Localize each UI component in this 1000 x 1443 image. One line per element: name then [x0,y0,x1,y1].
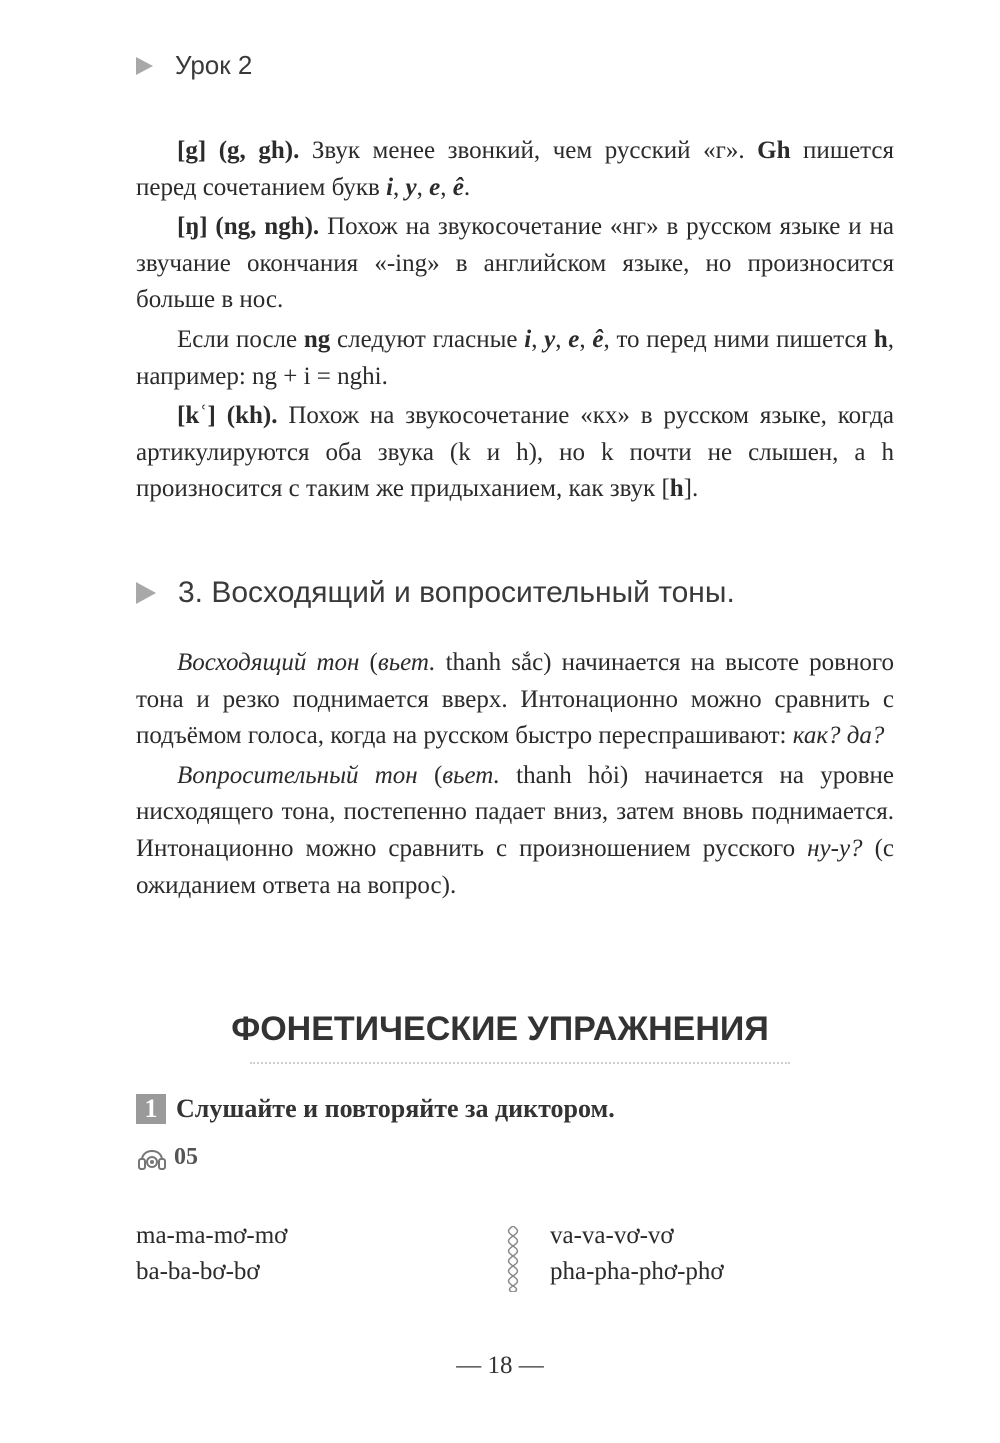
text: thanh sắc) начинается на высоте ровного тона и резко поднимается вверх. Интонационно можно сравнить с подъёмом голоса, когда на русском быстро переспрашивают: [136,649,894,750]
text: ( [417,761,443,789]
sep: . [463,173,471,201]
letter: ê [592,325,604,353]
letter: e [568,325,580,353]
syllable-row: va-va-vơ-vơ [550,1222,674,1249]
exercise-1-title [136,1094,615,1124]
text: Похож на звукосочетание «кх» в русском языке, когда артикулируются оба звука (k и h), но k почти не слышен, а h произносится с таким же придыханием, как звук [ [136,402,894,503]
audio-track[interactable] [136,1140,198,1174]
divider-ornament-icon [506,1226,520,1292]
term-g: [g] (g, gh). [177,137,300,164]
audio-track-number: 05 [174,1143,198,1170]
text: ( [359,649,378,676]
term-gh: Gh [757,137,791,164]
lesson-header [136,50,252,81]
text: , то перед ними пишется [603,325,874,353]
syllable-row: ma-ma-mơ-mơ [136,1222,288,1249]
syllables-left [136,1218,287,1290]
heading-divider [250,1062,790,1064]
term-ng: ng [303,325,331,353]
text: Если после [177,325,304,353]
sep: , [416,173,430,201]
section-title-text: 3. Восходящий и вопросительный тоны. [178,576,735,609]
letter: y [544,325,556,353]
sep: , [440,173,453,201]
letter: y [405,173,417,201]
term-question-tone: Вопросительный тон [177,761,418,789]
letter: i [386,173,394,201]
text: , например: ng + i = nghi. [136,325,894,390]
letter: ê [452,173,464,201]
example-question: как? да? [792,722,885,750]
text: пишется перед сочетанием букв [136,137,894,201]
consonant-kh-paragraph [136,398,894,508]
term-rising-tone: Восходящий тон [177,649,360,676]
sep: , [555,325,569,353]
triangle-marker-icon [136,57,153,75]
headphones-icon [136,1140,168,1174]
page-number: — 18 — [456,1352,544,1379]
text: thanh hỏi) начинается на уровне нисходящего тона, постепенно падает вниз, затем вновь поднимается. Интонационно можно сравнить с произношением русского [136,761,895,862]
exercise-number-badge: 1 [136,1094,166,1124]
text: следуют гласные [330,325,525,353]
text: Звук менее звонкий, чем русский «г». [299,137,758,164]
tones-block [136,645,894,907]
ngh-rule-paragraph [136,322,894,395]
text: ]. [683,475,699,503]
letter: e [429,173,441,201]
syllables-right [550,1218,724,1290]
lesson-label: Урок 2 [175,50,253,80]
section-3-title [136,576,735,610]
abbr-viet: вьет. [442,761,500,789]
exercises-heading: ФОНЕТИЧЕСКИЕ УПРАЖНЕНИЯ [231,1010,769,1048]
exercise-instruction: Слушайте и повторяйте за диктором. [176,1094,615,1123]
syllable-row: pha-pha-phơ-phơ [550,1258,724,1285]
triangle-marker-icon [136,582,156,604]
term-ng: [ŋ] (ng, ngh). [177,213,320,241]
abbr-viet: вьет. [377,649,436,676]
term-kh: [kʿ] (kh). [177,402,278,430]
consonant-ng-paragraph [136,209,894,319]
consonants-block [136,133,894,511]
example-question: ну-у? [807,834,863,862]
syllable-row: ba-ba-bơ-bơ [136,1258,260,1285]
letter: i [524,325,532,353]
text: Похож на звукосочетание «нг» в русском языке и на звучание окончания «-ing» в английском языке, но произносится больше в нос. [136,213,894,314]
term-h: h [873,325,888,353]
sep: , [579,325,593,353]
text: (с ожиданием ответа на вопрос). [136,834,894,899]
term-h: h [669,475,684,503]
consonant-g-paragraph [136,133,894,206]
sep: , [393,173,406,201]
rising-tone-paragraph [136,645,894,755]
sep: , [531,325,545,353]
question-tone-paragraph [136,758,894,904]
